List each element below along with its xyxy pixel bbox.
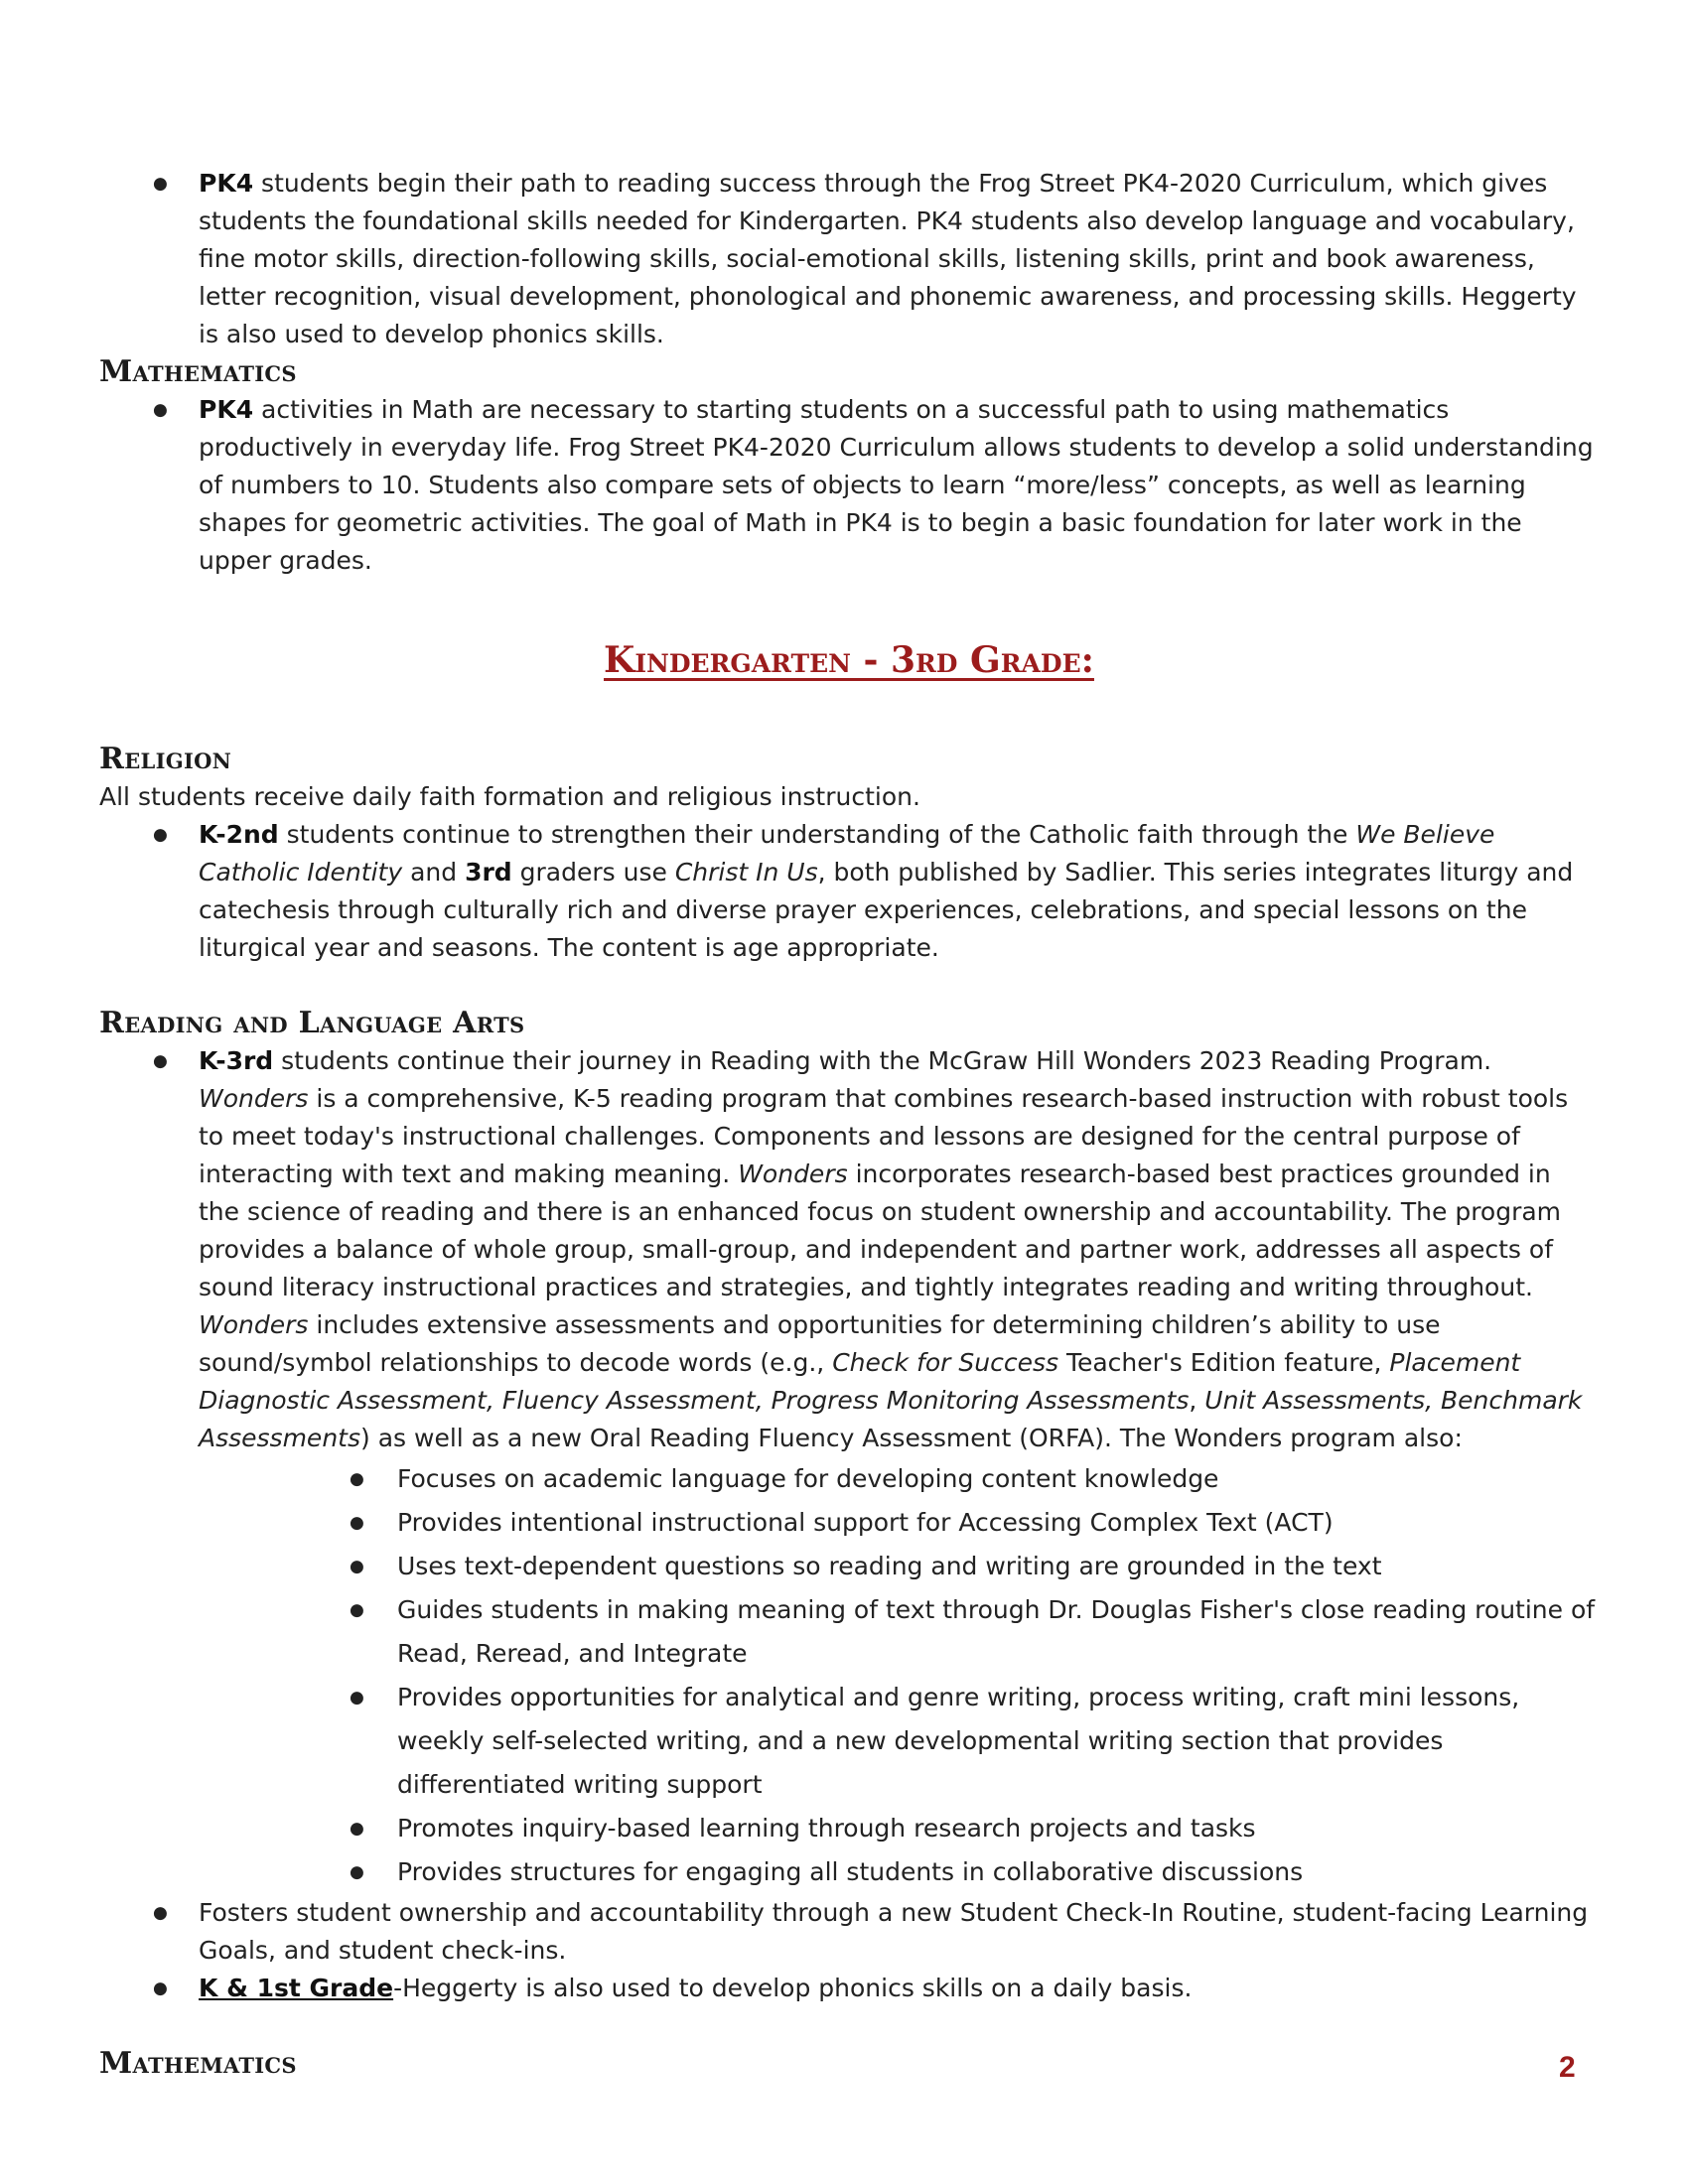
list-item-religion (99, 816, 1599, 967)
pk4-math-text: activities in Math are necessary to starting students on a successful path to using mathematics productively in everyday life. Frog Street PK4-2020 Curriculum allows students to develop a solid understanding of numbers to 10. Students also compare sets of objects to learn “more/less” concepts, as well as learning shapes for geometric activities. The goal of Math in PK4 is to begin a basic foundation for later work in the upper grades. (199, 395, 1594, 575)
grade-label: K-3rd (199, 1046, 274, 1075)
page-content (99, 165, 1599, 2083)
reading-list (99, 1042, 1599, 2007)
list-item-reading (99, 1042, 1599, 1894)
program-name: Wonders (199, 1310, 309, 1339)
wonders-features-list (199, 1457, 1599, 1894)
book-title: Christ In Us (674, 858, 818, 887)
mathematics-heading: Mathematics (99, 354, 297, 389)
k1-label: K & 1st Grade (199, 1974, 394, 2002)
pk4-label: PK4 (199, 169, 254, 198)
reading-text: Teacher's Edition feature, (1058, 1348, 1390, 1377)
list-item-pk4-reading (99, 165, 1599, 353)
section-title: Kindergarten - 3rd Grade: (604, 639, 1094, 681)
list-item-k1 (99, 1970, 1599, 2007)
program-name: Wonders (199, 1084, 309, 1113)
list-item: ● Guides students in making meaning of text through Dr. Douglas Fisher's close reading routine of Read, Reread, and Integrate (199, 1588, 1599, 1676)
program-name: Wonders (738, 1160, 848, 1188)
reading-text: students continue their journey in Reading with the McGraw Hill Wonders 2023 Reading Program. (273, 1046, 1492, 1075)
reading-heading: Reading and Language Arts (99, 1006, 525, 1040)
list-item: ● Promotes inquiry-based learning through research projects and tasks (199, 1807, 1599, 1850)
pk4-math-list (99, 391, 1599, 580)
mathematics-heading-2: Mathematics (99, 2046, 297, 2081)
pk4-label: PK4 (199, 395, 254, 424)
religion-heading: Religion (99, 742, 232, 776)
feature-name: Check for Success (832, 1348, 1059, 1377)
religion-text: , both published by Sadlier. This series integrates liturgy and catechesis through culturally rich and diverse prayer experiences, celebrations, and special lessons on the liturgical year and seasons. The content is age appropriate. (199, 858, 1574, 962)
grade-label: K-2nd (199, 820, 279, 849)
reading-text: includes extensive assessments and opportunities for determining children’s ability to use sound/symbol relationships to decode words (e.g., (199, 1310, 1441, 1377)
list-item: ● Provides intentional instructional support for Accessing Complex Text (ACT) (199, 1501, 1599, 1545)
reading-text: , (1189, 1386, 1205, 1415)
k1-text: -Heggerty is also used to develop phonics skills on a daily basis. (393, 1974, 1193, 2002)
reading-text: incorporates research-based best practices grounded in the science of reading and there is an enhanced focus on student ownership and accountability. The program provides a balance of whole group, small-group, and independent and partner work, addresses all aspects of sound literacy instructional practices and strategies, and tightly integrates reading and writing throughout. (199, 1160, 1562, 1301)
list-item: ● Focuses on academic language for developing content knowledge (199, 1457, 1599, 1501)
list-item: ● Provides structures for engaging all students in collaborative discussions (199, 1850, 1599, 1894)
list-item-pk4-math (99, 391, 1599, 580)
religion-intro: All students receive daily faith formation and religious instruction. (99, 782, 920, 811)
assessment-names: Placement Diagnostic Assessment, Fluency Assessment, Progress Monitoring Assessments (199, 1348, 1521, 1415)
reading-text: is a comprehensive, K-5 reading program that combines research-based instruction with robust tools to meet today's instructional challenges. Components and lessons are designed for the central purpose of interacting with text and making meaning. (199, 1084, 1569, 1188)
religion-text: and (402, 858, 466, 887)
assessment-names: Unit Assessments, Benchmark Assessments (199, 1386, 1583, 1452)
pk4-reading-text: students begin their path to reading success through the Frog Street PK4-2020 Curriculum, which gives students the foundational skills needed for Kindergarten. PK4 students also develop language and vocabulary, fine motor skills, direction-following skills, social-emotional skills, listening skills, print and book awareness, letter recognition, visual development, phonological and phonemic awareness, and processing skills. Heggerty is also used to develop phonics skills. (199, 169, 1577, 348)
religion-text: graders use (511, 858, 675, 887)
reading-text: ) as well as a new Oral Reading Fluency Assessment (ORFA). The Wonders program also: (360, 1424, 1463, 1452)
book-title: We Believe Catholic Identity (199, 820, 1495, 887)
religion-text: students continue to strengthen their understanding of the Catholic faith through the (278, 820, 1356, 849)
list-item: ● Uses text-dependent questions so reading and writing are grounded in the text (199, 1545, 1599, 1588)
pk4-reading-list (99, 165, 1599, 353)
religion-list (99, 816, 1599, 967)
grade-label: 3rd (465, 858, 512, 887)
page-number: 2 (1559, 2051, 1576, 2084)
list-item-fosters: ● Fosters student ownership and accountability through a new Student Check-In Routine, student-facing Learning Goals, and student check-ins. (99, 1894, 1599, 1970)
list-item: ● Provides opportunities for analytical and genre writing, process writing, craft mini lessons, weekly self-selected writing, and a new developmental writing section that provides differentiated writing support (199, 1676, 1599, 1807)
